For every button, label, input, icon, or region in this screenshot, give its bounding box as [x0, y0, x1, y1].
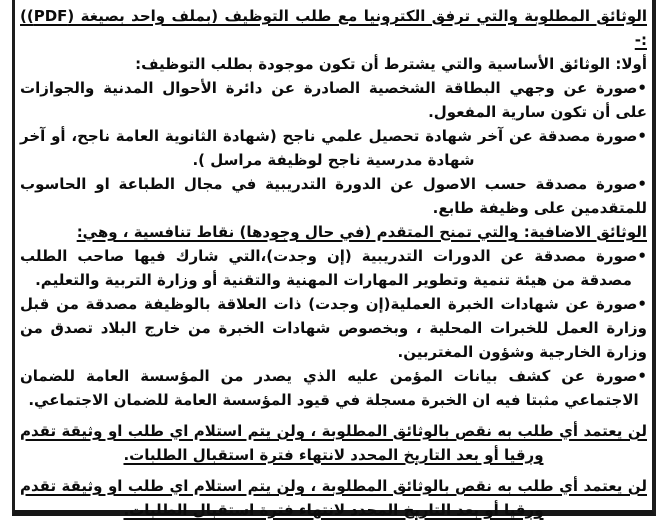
document-frame	[12, 0, 656, 519]
section-basic-documents-heading: أولا: الوثائق الأساسية والتي يشترط أن تكون موجودة بطلب التوظيف:	[135, 55, 647, 73]
warning-incomplete-applications-1: لن يعتمد أي طلب به نقص بالوثائق المطلوبة ، ولن يتم استلام اي طلب او وثيقة تقدم ورقيا أو بعد التاريخ المحدد لانتهاء فترة استقبال الطلبات.	[20, 422, 647, 464]
bullet-icon: •	[637, 79, 647, 97]
bullet-social-security-statement	[20, 364, 647, 412]
bullet-education-certificate	[20, 124, 647, 172]
bullet-icon: •	[637, 367, 647, 385]
bullet-experience-certificates	[20, 292, 647, 364]
warning-incomplete-applications-2: لن يعتمد أي طلب به نقص بالوثائق المطلوبة ، ولن يتم استلام اي طلب او وثيقة تقدم ورقيا أو بعد التاريخ المحدد لانتهاء فترة استقبال الطلبات.	[20, 477, 647, 519]
section-additional-documents-heading: الوثائق الاضافية: والتي تمنح المتقدم (في حال وجودها) نقاط تنافسية ، وهي:	[76, 223, 647, 241]
bullet-id-card	[20, 76, 647, 124]
bullet-typing-course-text: صورة مصدقة حسب الاصول عن الدورة التدريبية في مجال الطباعة او الحاسوب للمتقدمين على وظيفة طابع.	[20, 175, 647, 217]
bullet-icon: •	[637, 127, 647, 145]
bullet-icon: •	[637, 295, 647, 313]
bullet-experience-certificates-text: صورة عن شهادات الخبرة العملية(إن وجدت) ذات العلاقة بالوظيفة مصدقة من قبل وزارة العمل للخبرات المحلية ، وبخصوص شهادات الخبرة من خارج البلاد تصدق من وزارة الخارجية وشؤون المغتربين.	[20, 295, 647, 361]
bullet-social-security-statement-text: صورة عن كشف بيانات المؤمن عليه الذي يصدر من المؤسسة العامة للضمان الاجتماعي مثبتا فيه ان الخبرة مسجلة في قيود المؤسسة العامة للضمان الاجتماعي.	[20, 367, 639, 409]
bullet-training-courses-text: صورة مصدقة عن الدورات التدريبية (إن وجدت)،التي شارك فيها صاحب الطلب مصدقة من هيئة تنمية وتطوير المهارات المهنية والتقنية أو وزارة التربية والتعليم.	[20, 247, 638, 289]
bullet-typing-course	[20, 172, 647, 220]
document-title: الوثائق المطلوبة والتي ترفق الكترونيا مع طلب التوظيف (بملف واحد بصيغة (PDF)) :-	[20, 7, 647, 49]
bullet-icon: •	[637, 175, 647, 193]
bullet-education-certificate-text: صورة مصدقة عن آخر شهادة تحصيل علمي ناجح (شهادة الثانوية العامة ناجح، أو آخر شهادة مدرسية ناجح لوظيفة مراسل ).	[20, 127, 638, 169]
bullet-training-courses	[20, 244, 647, 292]
bullet-icon: •	[637, 247, 647, 265]
bullet-id-card-text: صورة عن وجهي البطاقة الشخصية الصادرة عن دائرة الأحوال المدنية والجوازات على أن تكون سارية المفعول.	[20, 79, 647, 121]
